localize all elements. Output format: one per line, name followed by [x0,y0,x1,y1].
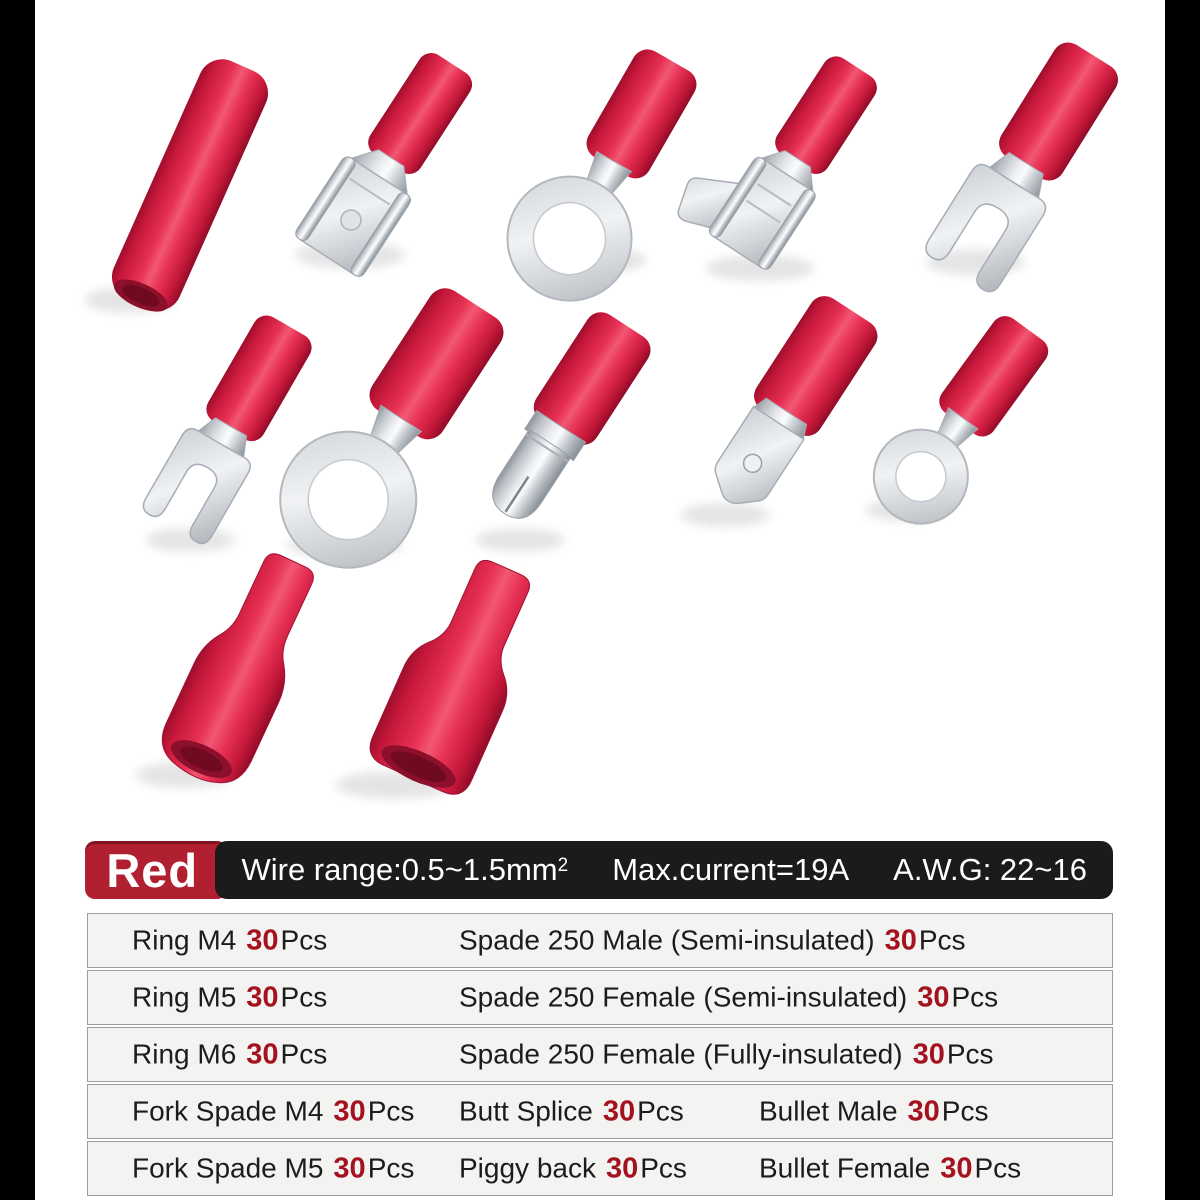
right-black-band [1165,0,1200,1200]
item-cell: Bullet Male 30Pcs [759,1095,989,1127]
count-value: 30 [605,1152,639,1184]
unit-label: Pcs [974,1152,1022,1183]
contents-table [87,913,1113,1198]
color-name: Red [106,843,199,897]
item-cell: Ring M6 30Pcs [132,1038,328,1070]
ring-terminal-m4 [855,302,1066,543]
left-black-band [0,0,35,1200]
item-cell: Ring M5 30Pcs [132,981,328,1013]
table-row [87,1027,1113,1082]
count-value: 30 [333,1152,366,1184]
wire-range-spec: Wire $range:0.5\sim 1.5mm^2$ [241,852,569,887]
unit-label: Pcs [280,981,328,1012]
bullet-female [151,542,335,796]
unit-label: Pcs [637,1095,684,1126]
ring-terminal-m5 [485,30,726,323]
unit-label: Pcs [640,1152,687,1183]
unit-label: Pcs [280,924,328,955]
butt-splice [103,52,276,322]
item-cell: Butt Splice 30Pcs [459,1095,684,1127]
squared-superscript: 2 [557,855,569,876]
count-value: 30 [602,1095,636,1127]
table-row [87,970,1113,1025]
count-value: 30 [940,1152,973,1184]
unit-label: Pcs [941,1095,989,1126]
unit-label: Pcs [367,1095,415,1126]
count-value: 30 [246,1038,279,1070]
table-row [87,1084,1113,1139]
item-cell: Fork Spade M5 30Pcs [132,1152,415,1184]
item-cell: Spade 250 Female (Semi-insulated) 30Pcs [459,981,999,1013]
count-value: 30 [884,924,917,956]
count-value: 30 [917,981,950,1013]
item-cell: Fork Spade M4 30Pcs [132,1095,415,1127]
color-label [85,841,227,899]
item-cell: Ring M4 30Pcs [132,924,328,956]
piggy-back-spade [670,24,888,273]
awg-spec: A.W.G: 22~16 [893,852,1087,887]
unit-label: Pcs [946,1038,994,1069]
count-value: 30 [246,924,279,956]
table-row [87,913,1113,968]
count-value: 30 [907,1095,940,1127]
item-cell: Piggy back 30Pcs [459,1152,687,1184]
spade-250-female-fully-insulated [363,546,556,802]
table-row [87,1141,1113,1196]
count-value: 30 [246,981,279,1013]
item-cell: Bullet Female 30Pcs [759,1152,1022,1184]
count-value: 30 [912,1038,945,1070]
max-current-spec: Max.current=19A [612,852,850,887]
unit-label: Pcs [367,1152,415,1183]
unit-label: Pcs [918,924,966,955]
spec-header-bar [85,841,1113,899]
specs-bar [215,841,1113,899]
spade-250-male-semi-insulated [696,290,883,522]
unit-label: Pcs [951,981,999,1012]
count-value: 30 [333,1095,366,1127]
item-cell: Spade 250 Female (Fully-insulated) 30Pcs [459,1038,994,1070]
item-cell: Spade 250 Male (Semi-insulated) 30Pcs [459,924,966,956]
spade-250-female-semi-insulated [293,42,485,278]
unit-label: Pcs [280,1038,328,1069]
